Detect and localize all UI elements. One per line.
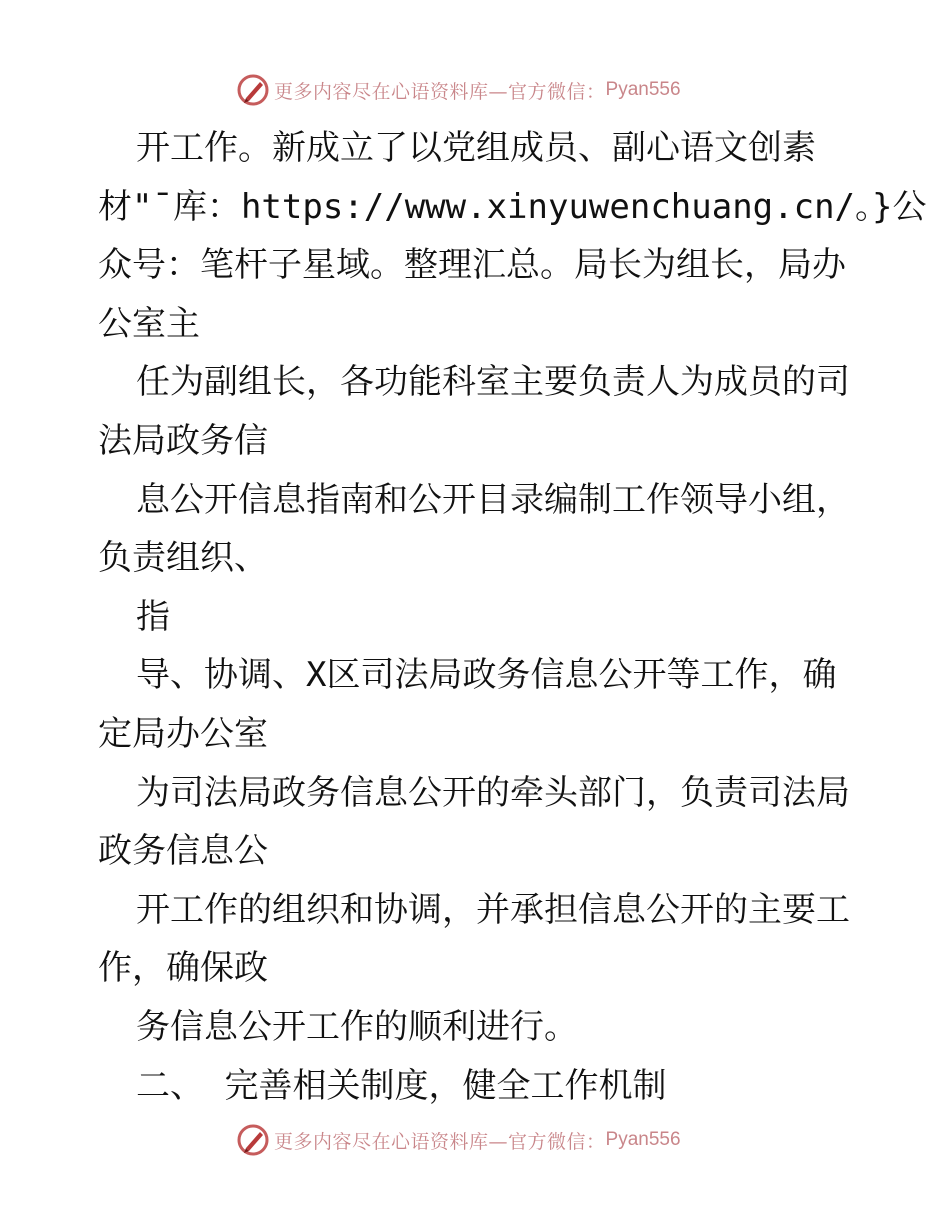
watermark-wechat-id: Pyan556 — [605, 79, 681, 100]
text-line: 作，确保政 — [98, 948, 268, 989]
text-line: 政务信息公 — [98, 831, 268, 872]
text-line: 为司法局政务信息公开的牵头部门，负责司法局 — [136, 772, 850, 813]
text-line: 材"¯库：https://www.xinyuwenchuang.cn/。}公 — [98, 186, 927, 227]
pen-logo-icon — [236, 73, 270, 107]
text-line: 开工作。新成立了以党组成员、副心语文创素 — [136, 128, 816, 168]
text-line: 指 — [136, 596, 170, 637]
text-line: 众号：笔杆子星域。整理汇总。局长为组长，局办 — [98, 245, 846, 286]
text-line: 法局政务信 — [98, 420, 268, 461]
header-watermark — [236, 72, 681, 108]
watermark-text: 更多内容尽在心语资料库—官方微信： — [274, 1130, 606, 1153]
text-line: 开工作的组织和协调，并承担信息公开的主要工 — [136, 889, 850, 930]
watermark-text: 更多内容尽在心语资料库—官方微信： — [274, 80, 606, 103]
footer-watermark — [236, 1122, 681, 1158]
text-line: 务信息公开工作的顺利进行。 — [136, 1006, 578, 1047]
document-body — [98, 119, 927, 1115]
text-line: 任为副组长，各功能科室主要负责人为成员的司 — [136, 362, 850, 403]
text-line: 息公开信息指南和公开目录编制工作领导小组， — [136, 479, 850, 520]
text-line: 定局办公室 — [98, 713, 268, 754]
text-line: 公室主 — [98, 303, 200, 344]
pen-logo-icon — [236, 1123, 270, 1157]
section-heading: 二、 完善相关制度，健全工作机制 — [136, 1065, 667, 1106]
text-line: 负责组织、 — [98, 538, 268, 579]
watermark-wechat-id: Pyan556 — [605, 1129, 681, 1150]
text-line: 导、协调、X区司法局政务信息公开等工作，确 — [136, 655, 837, 696]
